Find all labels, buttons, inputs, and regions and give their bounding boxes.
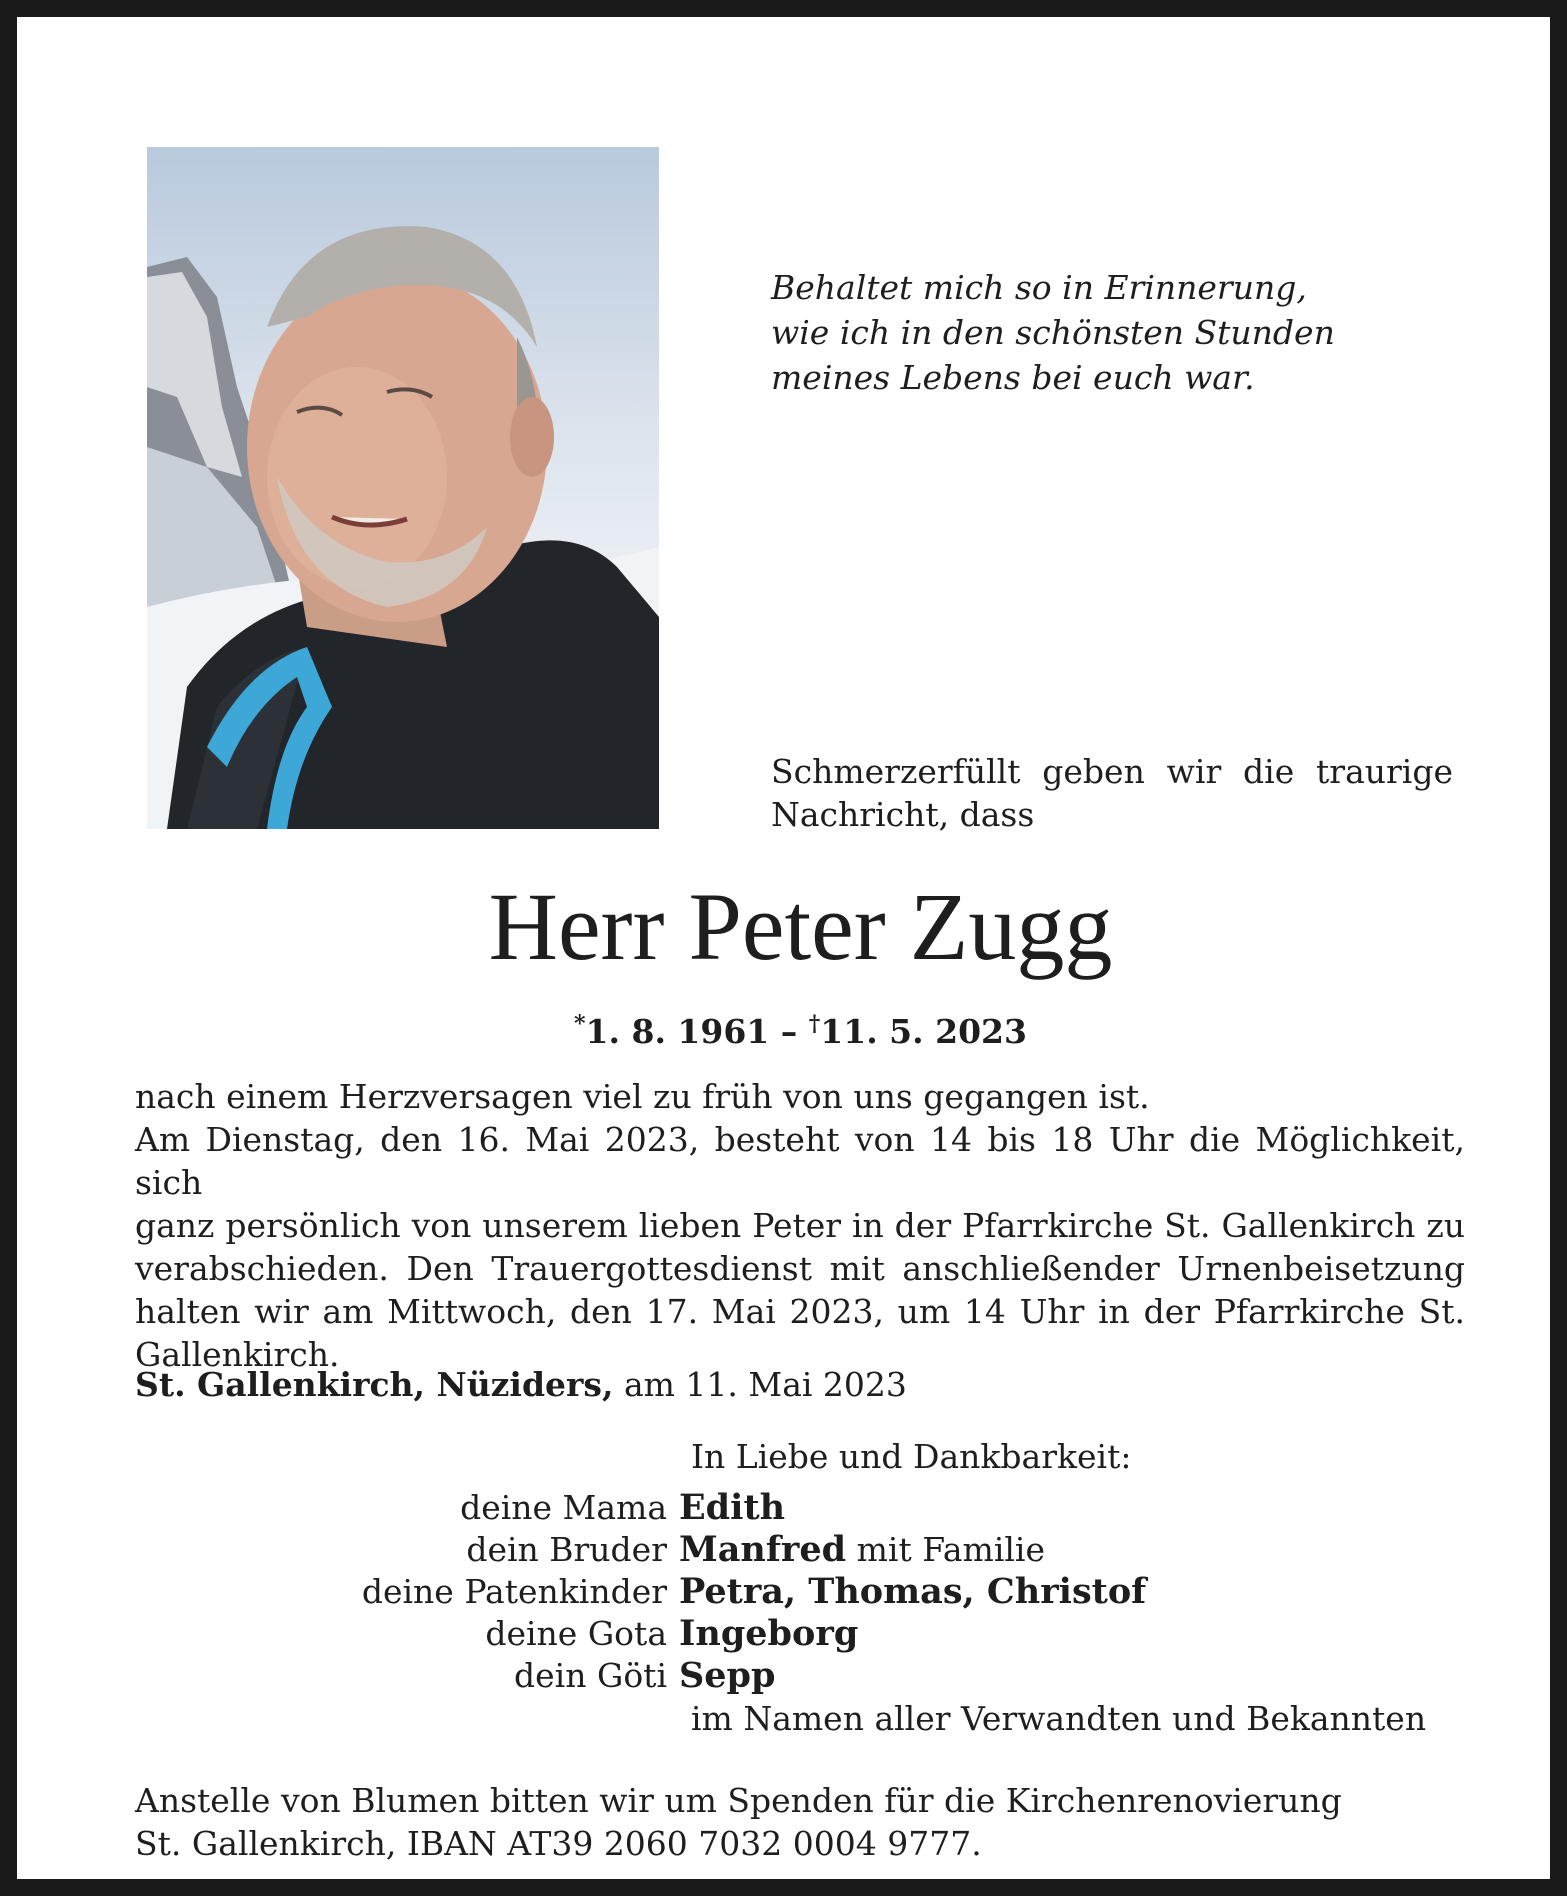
memorial-quote bbox=[771, 265, 1335, 400]
intro-text bbox=[771, 750, 1453, 836]
notice-line: verabschieden. Den Trauergottesdienst mit anschließender Urnenbeisetzung bbox=[135, 1249, 1465, 1288]
death-date: 11. 5. 2023 bbox=[820, 1012, 1027, 1051]
notice-line: halten wir am Mittwoch, den 17. Mai 2023, um 14 Uhr in der Pfarrkirche St. bbox=[135, 1292, 1465, 1331]
notice-date: am 11. Mai 2023 bbox=[613, 1365, 907, 1404]
family-name: Sepp bbox=[679, 1655, 776, 1696]
family-name: Petra, Thomas, Christof bbox=[679, 1571, 1147, 1612]
family-list bbox=[217, 1487, 1517, 1697]
family-row bbox=[217, 1655, 1517, 1697]
family-relation: deine Gota bbox=[485, 1614, 667, 1653]
donation-note bbox=[135, 1779, 1342, 1865]
donation-line: Anstelle von Blumen bitten wir um Spenden für die Kirchenrenovierung bbox=[135, 1781, 1342, 1820]
family-row bbox=[217, 1571, 1517, 1613]
family-relation: dein Bruder bbox=[466, 1530, 667, 1569]
family-row bbox=[217, 1529, 1517, 1571]
portrait-photo bbox=[147, 147, 659, 829]
donation-line: St. Gallenkirch, IBAN AT39 2060 7032 0004 9777. bbox=[135, 1824, 982, 1863]
notice-line: Gallenkirch. bbox=[135, 1335, 340, 1374]
intro-line: Nachricht, dass bbox=[771, 795, 1035, 834]
notice-line: ganz persönlich von unserem lieben Peter in der Pfarrkirche St. Gallenkirch zu bbox=[135, 1206, 1465, 1245]
notice-text bbox=[135, 1075, 1465, 1376]
intro-line: Schmerzerfüllt geben wir die traurige bbox=[771, 752, 1453, 791]
family-relation: deine Mama bbox=[460, 1488, 667, 1527]
date-separator: – bbox=[769, 1012, 809, 1051]
quote-line: Behaltet mich so in Erinnerung, bbox=[771, 268, 1307, 307]
closing-line: im Namen aller Verwandten und Bekannten bbox=[691, 1699, 1427, 1738]
deceased-name: Herr Peter Zugg bbox=[488, 873, 1113, 980]
birth-symbol: * bbox=[574, 1011, 586, 1037]
family-name: Manfred bbox=[679, 1529, 847, 1570]
notice-line: Am Dienstag, den 16. Mai 2023, besteht von 14 bis 18 Uhr die Möglichkeit, sich bbox=[135, 1120, 1465, 1202]
life-dates bbox=[17, 1002, 1567, 1054]
quote-line: meines Lebens bei euch war. bbox=[771, 358, 1255, 397]
notice-line: nach einem Herzversagen viel zu früh von uns gegangen ist. bbox=[135, 1077, 1150, 1116]
place-and-date bbox=[135, 1363, 907, 1406]
family-name: Ingeborg bbox=[679, 1613, 859, 1654]
thanks-heading: In Liebe und Dankbarkeit: bbox=[691, 1437, 1132, 1476]
death-symbol: † bbox=[808, 1011, 821, 1037]
family-relation: deine Patenkinder bbox=[361, 1572, 667, 1611]
family-row bbox=[217, 1613, 1517, 1655]
birth-date: 1. 8. 1961 bbox=[585, 1012, 770, 1051]
family-suffix: mit Familie bbox=[846, 1530, 1046, 1569]
family-row bbox=[217, 1487, 1517, 1529]
family-name: Edith bbox=[679, 1487, 786, 1528]
places: St. Gallenkirch, Nüziders, bbox=[135, 1365, 614, 1404]
portrait-illustration bbox=[147, 147, 659, 829]
quote-line: wie ich in den schönsten Stunden bbox=[771, 313, 1335, 352]
family-relation: dein Göti bbox=[514, 1656, 667, 1695]
